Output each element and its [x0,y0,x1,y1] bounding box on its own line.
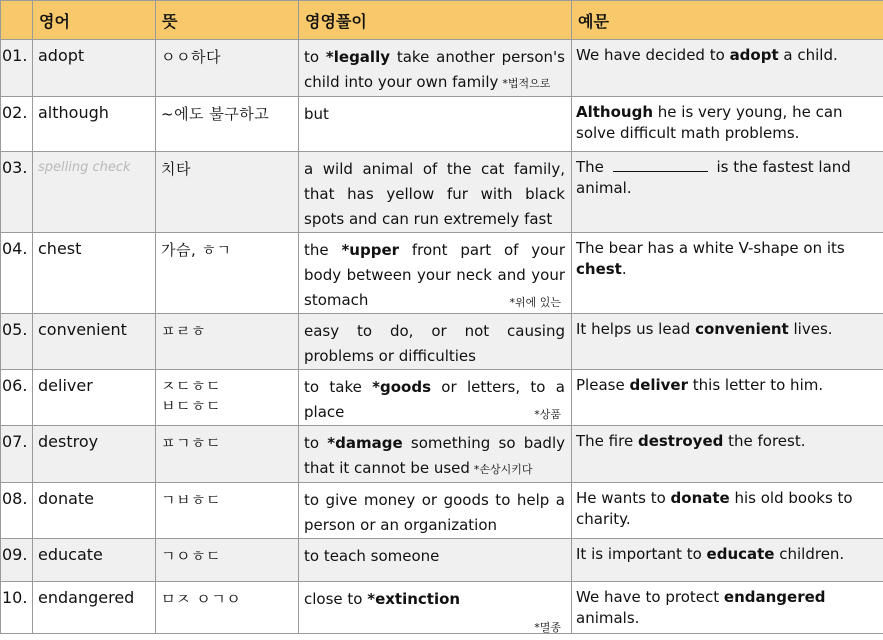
row-number: 10. [1,582,33,634]
english-word: adopt [33,40,156,97]
header-number [1,1,33,40]
row-number: 02. [1,97,33,152]
english-word: donate [33,483,156,539]
english-definition: to give money or goods to help a person or an organization [299,483,572,539]
english-definition: to *damage something so badly that it cannot be used *손상시키다 [299,426,572,483]
korean-meaning: ㅁㅈ ㅇㄱㅇ [156,582,299,634]
korean-meaning: ㅇㅇ하다 [156,40,299,97]
korean-meaning: ㄱㅇㅎㄷ [156,539,299,582]
english-definition: easy to do, or not causing problems or difficulties [299,314,572,370]
example-sentence: It helps us lead convenient lives. [572,314,883,370]
example-sentence: The is the fastest land animal. [572,152,883,233]
english-definition: the *upper front part of your body between your neck and your stomach *위에 있는 [299,233,572,314]
english-word: educate [33,539,156,582]
table-row [1,152,883,233]
korean-meaning: ~에도 불구하고 [156,97,299,152]
table-row [1,426,883,483]
english-definition: to take *goods or letters, to a place *상품 [299,370,572,426]
row-number: 05. [1,314,33,370]
row-number: 04. [1,233,33,314]
english-definition: but [299,97,572,152]
note: *상품 [534,402,561,427]
header-row [1,1,883,40]
note: *멸종 [534,615,561,640]
english-word: deliver [33,370,156,426]
table-row [1,97,883,152]
table-row [1,539,883,582]
spelling-check-placeholder[interactable]: spelling check [33,152,156,233]
row-number: 07. [1,426,33,483]
header-meaning: 뜻 [156,1,299,40]
header-definition: 영영풀이 [299,1,572,40]
note: *손상시키다 [474,463,533,476]
english-word: destroy [33,426,156,483]
example-sentence: It is important to educate children. [572,539,883,582]
row-number: 06. [1,370,33,426]
row-number: 03. [1,152,33,233]
example-sentence: We have to protect endangered animals. [572,582,883,634]
english-definition: a wild animal of the cat family, that has yellow fur with black spots and can run extremely fast [299,152,572,233]
row-number: 01. [1,40,33,97]
english-definition: to *legally take another person's child into your own family *법적으로 [299,40,572,97]
example-sentence: Although he is very young, he can solve difficult math problems. [572,97,883,152]
example-sentence: The bear has a white V-shape on its chest. [572,233,883,314]
english-word: although [33,97,156,152]
korean-meaning: 가슴, ㅎㄱ [156,233,299,314]
table-row [1,370,883,426]
header-example: 예문 [572,1,883,40]
row-number: 08. [1,483,33,539]
example-sentence: We have decided to adopt a child. [572,40,883,97]
korean-meaning: ㅈㄷㅎㄷ ㅂㄷㅎㄷ [156,370,299,426]
table-row [1,483,883,539]
english-definition: to teach someone [299,539,572,582]
table-row [1,582,883,634]
korean-meaning: 치타 [156,152,299,233]
table-row [1,314,883,370]
english-word: endangered [33,582,156,634]
english-word: chest [33,233,156,314]
answer-blank[interactable] [613,159,708,172]
example-sentence: The fire destroyed the forest. [572,426,883,483]
table-row [1,233,883,314]
english-word: convenient [33,314,156,370]
english-definition: close to *extinction *멸종 [299,582,572,634]
korean-meaning: ㄱㅂㅎㄷ [156,483,299,539]
row-number: 09. [1,539,33,582]
example-sentence: Please deliver this letter to him. [572,370,883,426]
korean-meaning: ㅍㄹㅎ [156,314,299,370]
header-english: 영어 [33,1,156,40]
table-row [1,40,883,97]
korean-meaning: ㅍㄱㅎㄷ [156,426,299,483]
example-sentence: He wants to donate his old books to charity. [572,483,883,539]
note: *법적으로 [502,77,550,90]
note: *위에 있는 [509,290,561,315]
